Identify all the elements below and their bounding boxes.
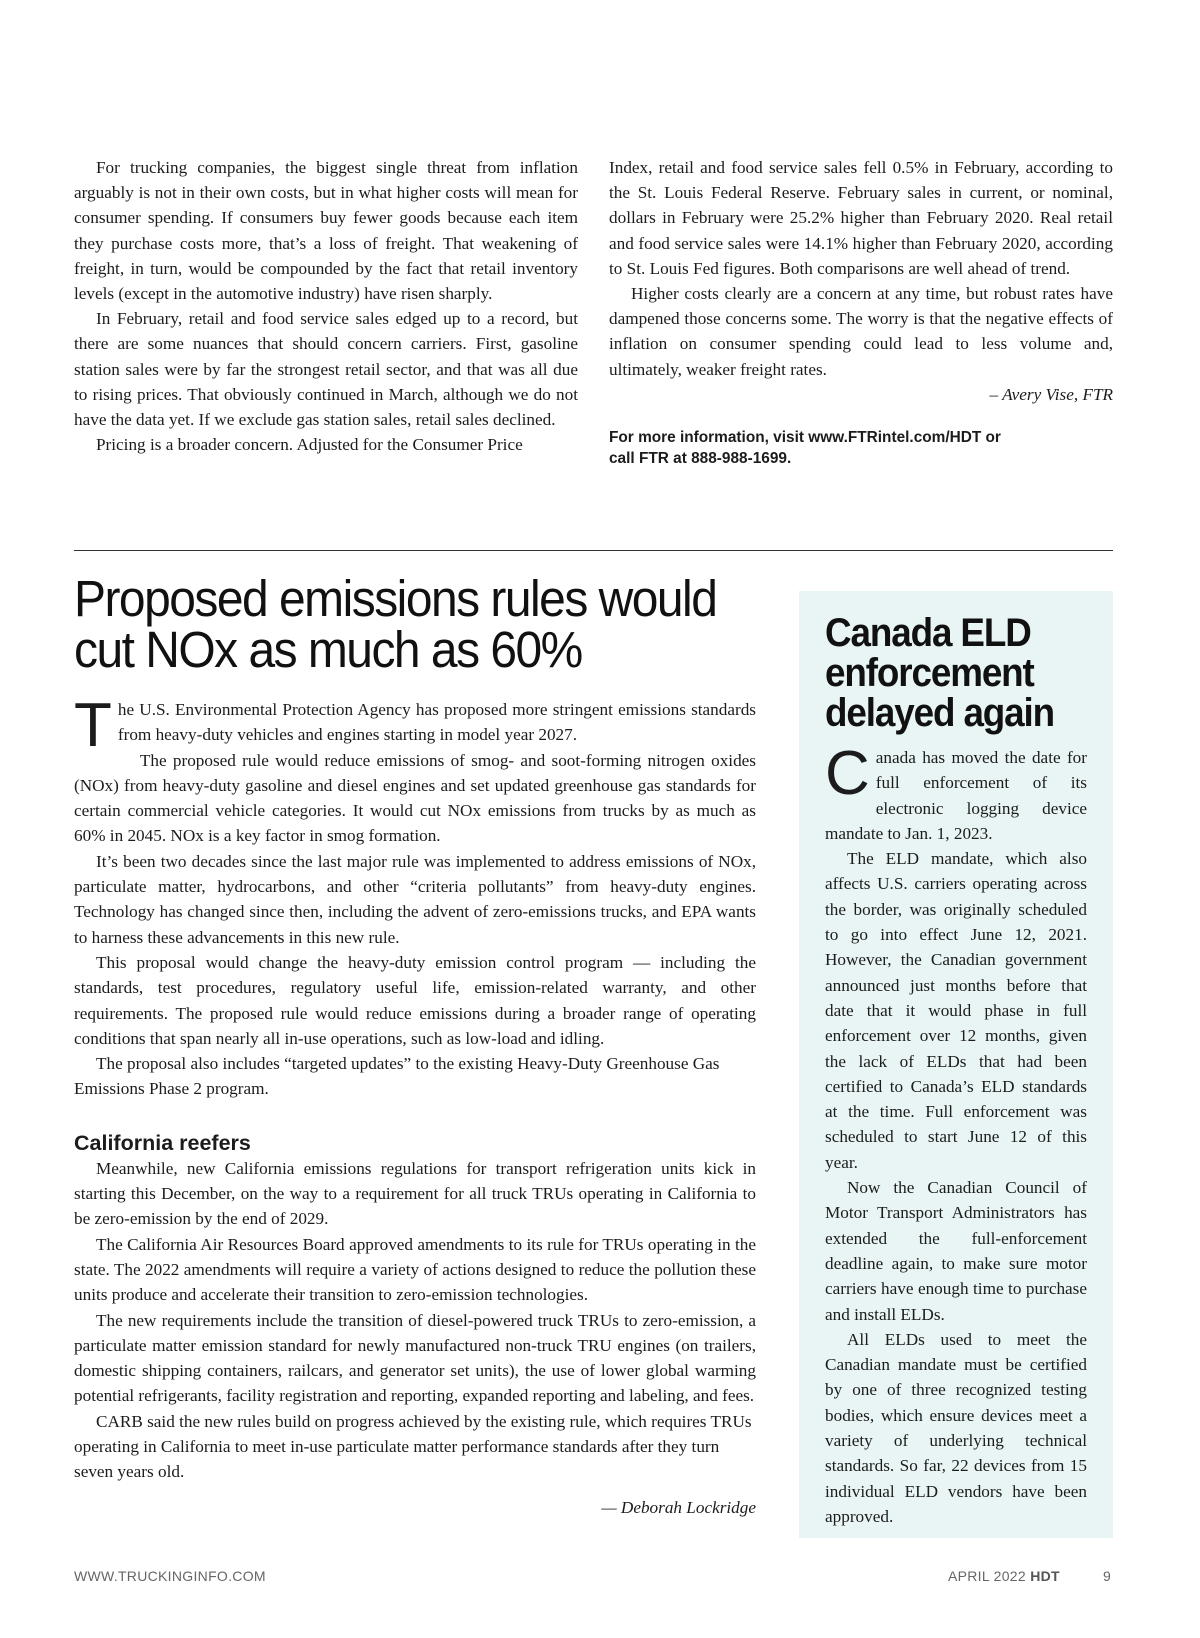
article-paragraph: The proposal also includes “targeted updates” to the existing Heavy-Duty Greenhouse Gas Emissions Phase 2 program.: [74, 1054, 720, 1099]
article-paragraph: CARB said the new rules build on progress achieved by the existing rule, which requires TRUs operating in California to meet in-use particulate matter performance standards after they turn seven years old.: [74, 1411, 752, 1482]
more-info-note: [609, 427, 1113, 469]
sidebar-headline-line: enforcement: [825, 651, 1034, 695]
sidebar-body: [825, 739, 1087, 1529]
ftr-paragraph: In February, retail and food service sales edged up to a record, but there are some nuances that should concern carriers. First, gasoline station sales were by far the strongest retail sector, and that was all due to rising prices. That obviously continued in March, although we do not have the data yet. If we exclude gas station sales, retail sales declined.: [74, 309, 578, 430]
headline-line: Proposed emissions rules would: [74, 570, 717, 627]
sidebar-headline-line: delayed again: [825, 691, 1055, 735]
sidebar-headline: [825, 613, 1101, 733]
ftr-right-column: [609, 155, 1113, 469]
sidebar-paragraph: All ELDs used to meet the Canadian mandate must be certified by one of three recognized testing bodies, which ensure devices meet a variety of underlying technical standards. So far, 22 devices from 15 individual ELD vendors have been approved.: [825, 1329, 1087, 1526]
article-paragraph: Meanwhile, new California emissions regulations for transport refrigeration units kick in starting this December, on the way to a requirement for all truck TRUs operating in California to be zero-emission by the end of 2029.: [74, 1158, 756, 1229]
article-subhead: California reefers: [74, 1130, 251, 1155]
article-body: [74, 691, 756, 1520]
article-paragraph-text: he U.S. Environmental Protection Agency has proposed more stringent emissions standards from heavy-duty vehicles and engines starting in model year 2027.: [117, 700, 756, 745]
article-paragraph: The proposed rule would reduce emissions of smog- and soot-forming nitrogen oxides (NOx) from heavy-duty gasoline and diesel engines and set updated greenhouse gas standards for certain commercial vehicle categories. It would cut NOx emissions from trucks by as much as 60% in 2045. NOx is a key factor in smog formation.: [74, 750, 756, 846]
drop-cap: T: [74, 691, 112, 760]
article-headline: [74, 570, 751, 678]
article-byline: — Deborah Lockridge: [601, 1497, 756, 1517]
footer-issue: [948, 1568, 1060, 1584]
ftr-paragraph-continuation: Index, retail and food service sales fell 0.5% in February, according to the St. Louis Federal Reserve. February sales in current, or nominal, dollars in February were 25.2% higher than February 2020. Real retail and food service sales were 14.1% higher than February 2020, according to St. Louis Fed figures. Both comparisons are well ahead of trend.: [609, 158, 1113, 278]
article-paragraph: The new requirements include the transition of diesel-powered truck TRUs to zero-emission, a particulate matter emission standard for newly manufactured non-truck TRU engines (on trailers, domestic shipping containers, railcars, and generator set units), the use of lower global warming potential refrigerants, facility registration and reporting, expanded reporting and labeling, and fees.: [74, 1310, 756, 1406]
ftr-paragraph: Pricing is a broader concern. Adjusted for the Consumer Price: [96, 435, 523, 455]
sidebar-paragraph-text: anada has moved the date for full enforcement of its electronic logging device mandate to Jan. 1, 2023.: [825, 748, 1087, 843]
sidebar-article: [799, 591, 1113, 1538]
article-paragraph: [74, 691, 756, 760]
sidebar-paragraph: The ELD mandate, which also affects U.S. carriers operating across the border, was originally scheduled to go into effect June 12, 2021. However, the Canadian government announced just months before that date that it would phase in full enforcement over 12 months, given the lack of ELDs that had been certified to Canada’s ELD standards at the time. Full enforcement was scheduled to start June 12 of this year.: [825, 849, 1087, 1172]
headline-line: cut NOx as much as 60%: [74, 621, 582, 678]
ftr-signature: – Avery Vise, FTR: [989, 384, 1113, 404]
sidebar-paragraph: Now the Canadian Council of Motor Transport Administrators has extended the full-enforcement deadline again, to make sure motor carriers have enough time to purchase and install ELDs.: [825, 1178, 1087, 1324]
more-info-line: For more information, visit www.FTRintel.com/HDT or: [609, 429, 1001, 447]
sidebar-paragraph: [825, 739, 1087, 846]
more-info-line: call FTR at 888-988-1699.: [609, 450, 792, 468]
ftr-paragraph: For trucking companies, the biggest single threat from inflation arguably is not in their own costs, but in what higher costs will mean for consumer spending. If consumers buy fewer goods because each item they purchase costs more, that’s a loss of freight. That weakening of freight, in turn, would be compounded by the fact that retail inventory levels (except in the automotive industry) have risen sharply.: [74, 158, 578, 304]
section-divider: [74, 550, 1113, 551]
ftr-left-column: [74, 155, 578, 457]
article-paragraph: The California Air Resources Board approved amendments to its rule for TRUs operating in the state. The 2022 amendments will require a variety of actions designed to reduce the pollution these units produce and accelerate their transition to zero-emission technologies.: [74, 1234, 756, 1305]
main-article: [74, 570, 756, 1520]
sidebar-headline-line: Canada ELD: [825, 611, 1031, 655]
footer-website: WWW.TRUCKINGINFO.COM: [74, 1568, 266, 1584]
article-paragraph: It’s been two decades since the last major rule was implemented to address emissions of NOx, particulate matter, hydrocarbons, and other “criteria pollutants” from heavy-duty engines. Technology has changed since then, including the advent of zero-emissions trucks, and EPA wants to harness these advancements in this new rule.: [74, 851, 756, 947]
sidebar-drop-cap: C: [825, 739, 870, 808]
article-paragraph: This proposal would change the heavy-duty emission control program — including the standards, test procedures, regulatory useful life, emission-related warranty, and other requirements. The proposed rule would reduce emissions during a broader range of operating conditions that span nearly all in-use operations, such as low-load and idling.: [74, 952, 756, 1048]
footer-issue-date: APRIL 2022: [948, 1568, 1026, 1584]
footer-magazine: HDT: [1030, 1568, 1060, 1584]
page-number: 9: [1103, 1568, 1112, 1584]
ftr-paragraph: Higher costs clearly are a concern at any time, but robust rates have dampened those concerns some. The worry is that the negative effects of inflation on consumer spending could lead to less volume and, ultimately, weaker freight rates.: [609, 284, 1113, 379]
